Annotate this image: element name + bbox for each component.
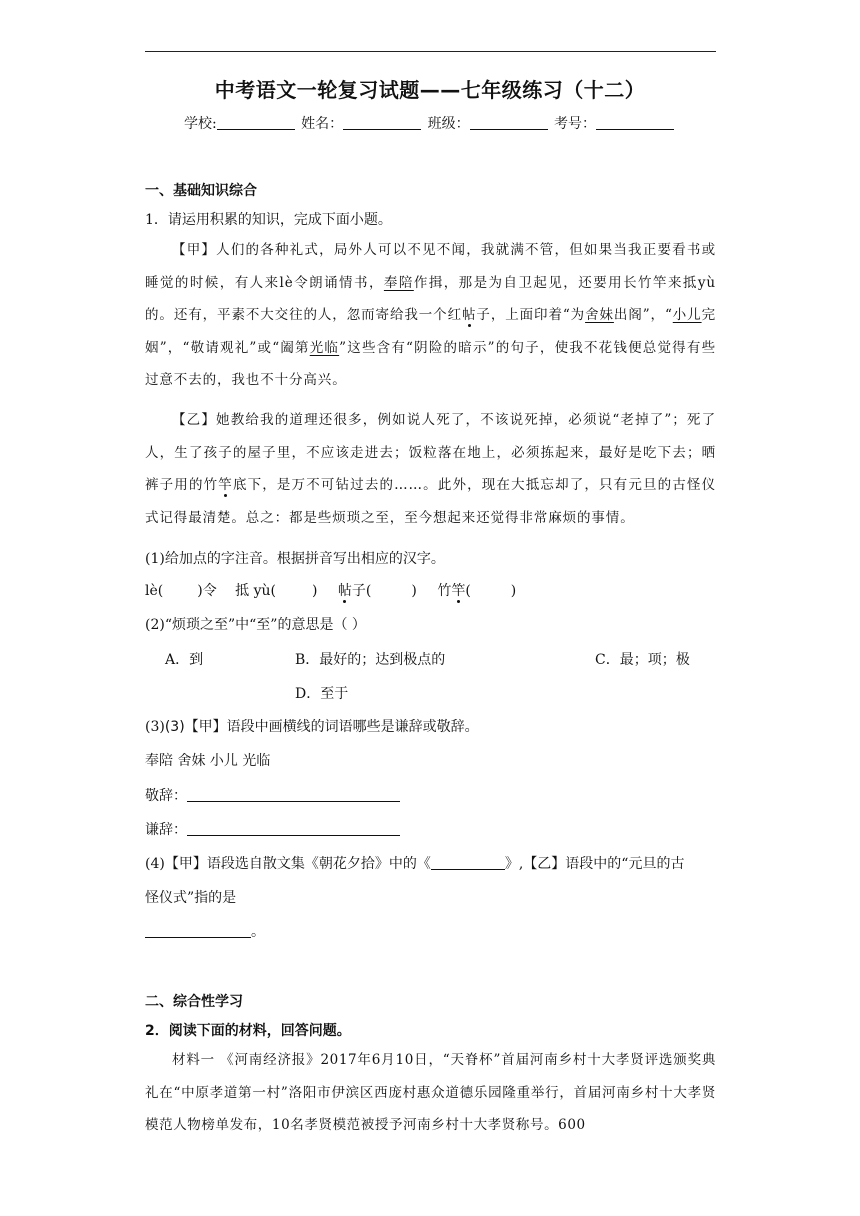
number-label: 考号： <box>554 116 597 132</box>
page-title: 中考语文一轮复习试题——七年级练习（十二） <box>214 78 646 102</box>
sub4-line2: 怪仪式”指的是 <box>145 890 237 906</box>
passage-yi <box>145 404 716 534</box>
section2-heading: 二、综合性学习 <box>145 994 243 1010</box>
option-d[interactable]: D．至于 <box>295 686 349 702</box>
jia-text-4: 出阁”，“ <box>613 307 673 323</box>
dotted-char-tie: 帖 <box>461 307 477 323</box>
school-label: 学校: <box>183 116 217 132</box>
yi-text-1: 【乙】她教给我的道理还很多，例如说人死了，不该说死掉，必须说“老掉了”；死了人，生了孩子的屋子里，不应该走进去；饭粒落在地上，必须拣起来，最好是吃下去；晒裤子用的竹 <box>145 412 716 493</box>
sub4-answer-field[interactable] <box>145 923 251 938</box>
sub2-prompt: (2)“烦琐之至”中“至”的意思是（ ） <box>145 617 366 633</box>
qianci-answer-field[interactable] <box>187 821 400 836</box>
question1-prompt: 1．请运用积累的知识，完成下面小题。 <box>145 212 392 228</box>
sub1-prompt: (1)给加点的字注音。根据拼音写出相应的汉字。 <box>145 551 445 567</box>
jia-text-3: 子，上面印着“为 <box>476 307 586 323</box>
material-one-text: 材料一 《河南经济报》2017年6月10日，“天脊杯”首届河南乡村十大孝贤评选颁奖典礼在“中原孝道第一村”洛阳市伊滨区西庞村惠众道德乐园隆重举行，首届河南乡村十大孝贤模范人物榜单发布，10名孝贤模范被授予河南乡村十大孝贤称号。600 <box>145 1052 716 1133</box>
name-label: 姓名： <box>301 116 344 132</box>
option-a[interactable]: A．到 <box>165 652 204 668</box>
section1-heading: 一、基础知识综合 <box>145 183 257 199</box>
jingci-answer-field[interactable] <box>187 787 400 802</box>
underlined-word-shemei: 舍妹 <box>585 307 614 323</box>
student-info-line <box>0 113 860 133</box>
class-label: 班级： <box>427 116 470 132</box>
underlined-word-fengpei: 奉陪 <box>383 274 414 291</box>
sub1-item-le: lè( )令 <box>145 583 217 599</box>
name-field[interactable] <box>343 115 421 130</box>
jia-text-6: ”这些含有“阴险的暗示”的句子，使我不花钱便总觉得有些过意不去的，我也不十分高兴。 <box>145 339 716 388</box>
jia-text-2: 作揖，那是为自卫起见，还要用长竹竿来抵yù的。还有，平素不大交往的人，忽而寄给我一个红 <box>145 274 716 323</box>
number-field[interactable] <box>596 115 674 130</box>
school-field[interactable] <box>217 115 295 130</box>
sub4-line3: 。 <box>145 921 265 941</box>
jia-text-1: 【甲】人们的各种礼式，局外人可以不见不闻，我就满不管，但如果当我正要看书或睡觉的时候，有人来lè令朗诵情书， <box>145 242 716 291</box>
passage-jia <box>145 234 716 397</box>
class-field[interactable] <box>470 115 548 130</box>
underlined-word-guanglin: 光临 <box>309 339 340 356</box>
sub4-title-field[interactable] <box>431 855 505 870</box>
sub3-words: 奉陪 舍妹 小儿 光临 <box>145 753 271 769</box>
sub1-item-gan: 竹竿( ) <box>437 583 517 599</box>
yi-text-2: 底下，是万不可钻过去的……。此外，现在大抵忘却了，只有元旦的古怪仪式记得最清楚。总之：都是些烦琐之至，至今想起来还觉得非常麻烦的事情。 <box>145 477 717 526</box>
sub1-items <box>145 580 516 600</box>
header-rule <box>145 51 716 52</box>
sub1-item-yu: 抵 yù( ) <box>235 583 318 599</box>
sub4-line1: (4)【甲】语段选自散文集《朝花夕拾》中的《 》,【乙】语段中的“元旦的古 <box>145 856 685 872</box>
option-b[interactable]: B．最好的；达到极点的 <box>295 652 446 668</box>
jingci-line: 敬辞： <box>145 785 400 805</box>
material-one <box>145 1044 716 1142</box>
dotted-char-gan: 竿 <box>218 477 233 493</box>
sub3-prompt: (3)(3)【甲】语段中画横线的词语哪些是谦辞或敬辞。 <box>145 719 479 735</box>
sub1-item-tie: 帖子( ) <box>337 583 417 599</box>
option-c[interactable]: C．最；项；极 <box>595 652 690 668</box>
jia-text-5: 完姻”，“敬请观礼”或“阖第 <box>145 307 716 356</box>
qianci-line: 谦辞： <box>145 819 400 839</box>
underlined-word-xiaoer: 小儿 <box>672 307 702 323</box>
question2-prompt: 2．阅读下面的材料，回答问题。 <box>145 1023 351 1039</box>
